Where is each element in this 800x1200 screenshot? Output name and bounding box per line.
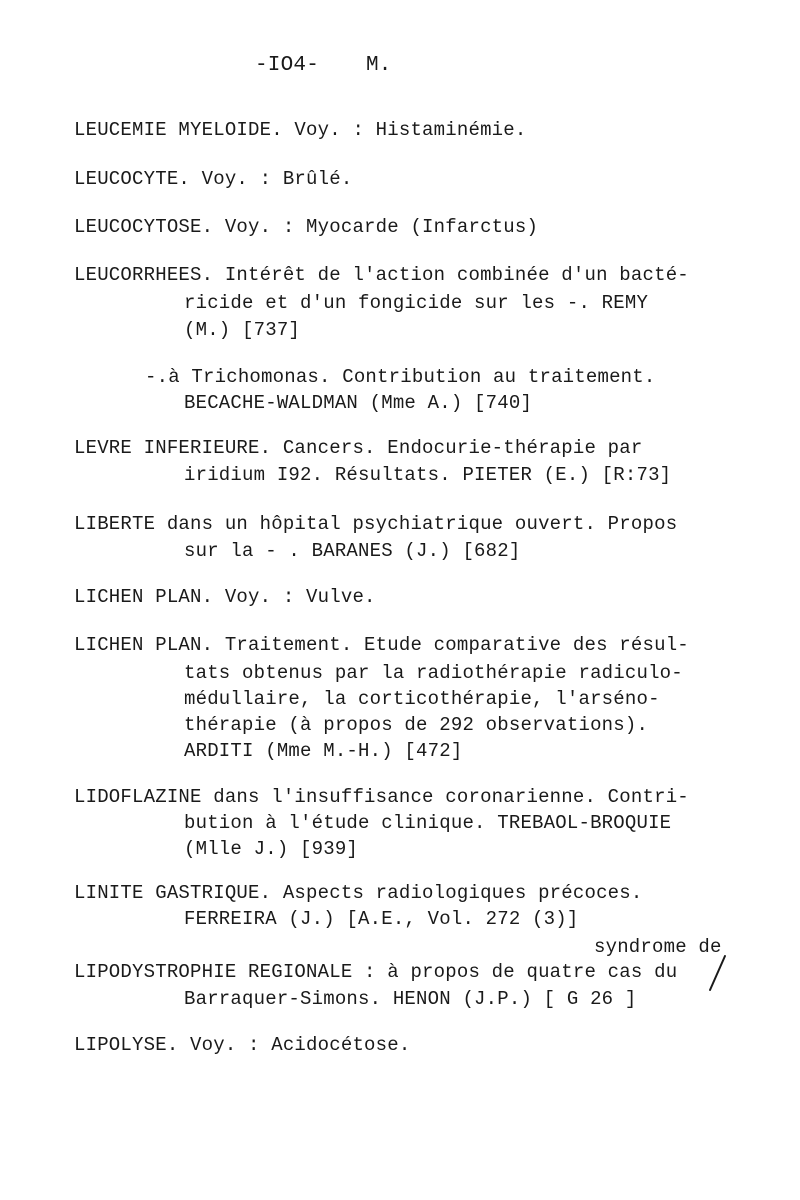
entry-line: LEUCOCYTE. Voy. : Brûlé. — [74, 168, 353, 190]
entry-line: LICHEN PLAN. Voy. : Vulve. — [74, 586, 376, 608]
entry-line: LIPOLYSE. Voy. : Acidocétose. — [74, 1034, 411, 1056]
entry-line: LINITE GASTRIQUE. Aspects radiologiques précoces. — [74, 882, 643, 904]
insertion-slash-mark — [706, 953, 728, 993]
entry-line: médullaire, la corticothérapie, l'arséno- — [184, 688, 660, 710]
entry-line: LEUCOCYTOSE. Voy. : Myocarde (Infarctus) — [74, 216, 539, 238]
entry-line: BECACHE-WALDMAN (Mme A.) [740] — [184, 392, 533, 414]
entry-line: LEUCORRHEES. Intérêt de l'action combinée d'un bacté- — [74, 264, 689, 286]
entry-line: LIBERTE dans un hôpital psychiatrique ouvert. Propos — [74, 513, 678, 535]
entry-line: (M.) [737] — [184, 319, 301, 341]
page-number: -IO4- — [255, 54, 320, 77]
inserted-text: syndrome de — [594, 936, 722, 958]
entry-line: -.à Trichomonas. Contribution au traitement. — [145, 366, 656, 388]
entry-line: iridium I92. Résultats. PIETER (E.) [R:73] — [184, 464, 672, 486]
entry-line: LEVRE INFERIEURE. Cancers. Endocurie-thérapie par — [74, 437, 643, 459]
entry-line: ARDITI (Mme M.-H.) [472] — [184, 740, 463, 762]
entry-line: LIPODYSTROPHIE REGIONALE : à propos de quatre cas du — [74, 961, 678, 983]
entry-line: bution à l'étude clinique. TREBAOL-BROQUIE — [184, 812, 672, 834]
entry-line: LICHEN PLAN. Traitement. Etude comparative des résul- — [74, 634, 689, 656]
entry-line: tats obtenus par la radiothérapie radiculo- — [184, 662, 683, 684]
entry-line: LEUCEMIE MYELOIDE. Voy. : Histaminémie. — [74, 119, 527, 141]
entry-line: FERREIRA (J.) [A.E., Vol. 272 (3)] — [184, 908, 579, 930]
entry-line: ricide et d'un fongicide sur les -. REMY — [184, 292, 649, 314]
entry-line: LIDOFLAZINE dans l'insuffisance coronarienne. Contri- — [74, 786, 689, 808]
entry-line: sur la - . BARANES (J.) [682] — [184, 540, 521, 562]
section-letter: M. — [366, 54, 392, 77]
entry-line: (Mlle J.) [939] — [184, 838, 359, 860]
entry-line: thérapie (à propos de 292 observations). — [184, 714, 649, 736]
entry-line: Barraquer-Simons. HENON (J.P.) [ G 26 ] — [184, 988, 637, 1010]
